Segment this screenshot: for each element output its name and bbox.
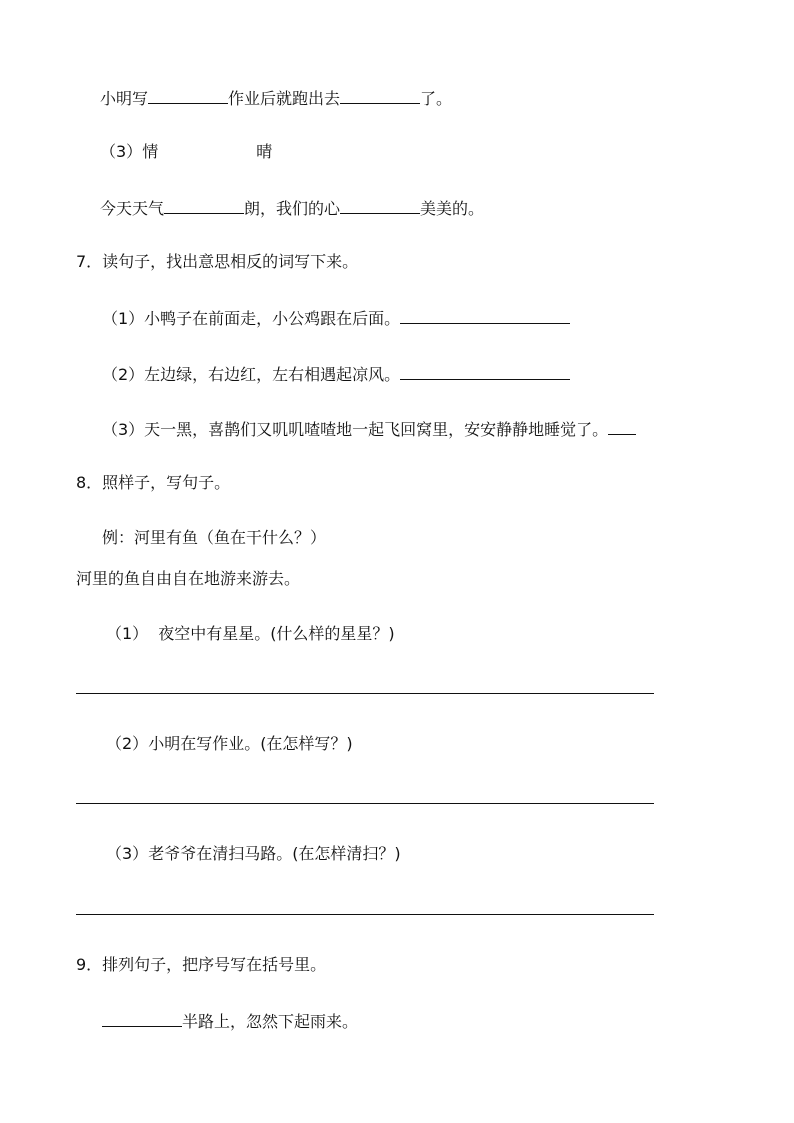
sentence-text: （2）左边绿，右边红，左右相遇起凉风。 — [102, 365, 401, 384]
answer-blank[interactable] — [102, 1009, 182, 1027]
text-segment: 了。 — [420, 89, 453, 108]
text-segment: 朗，我们的心 — [244, 199, 341, 218]
q8-title: 8．照样子，写句子。 — [76, 473, 231, 492]
q6-fill-line-2 — [100, 86, 452, 110]
text-segment: 小明写 — [100, 89, 149, 108]
answer-blank[interactable] — [400, 306, 570, 324]
item-number: （2） — [106, 734, 149, 753]
q9-title: 9．排列句子，把序号写在括号里。 — [76, 955, 327, 974]
sentence-text: （3）天一黑，喜鹊们又叽叽喳喳地一起飞回窝里，安安静静地睡觉了。 — [102, 420, 609, 439]
text-segment: 今天天气 — [100, 199, 165, 218]
prompt-text: 老爷爷在清扫马路。(在怎样清扫？) — [148, 844, 401, 863]
text-segment: 作业后就跑出去 — [228, 89, 341, 108]
answer-blank[interactable] — [340, 86, 420, 104]
item-number: （3） — [106, 844, 149, 863]
answer-blank[interactable] — [164, 196, 244, 214]
prompt-text: 小明在写作业。(在怎样写？) — [148, 734, 353, 753]
sentence-text: （1）小鸭子在前面走，小公鸡跟在后面。 — [102, 309, 401, 328]
answer-blank[interactable] — [148, 86, 228, 104]
q7-title: 7．读句子，找出意思相反的词写下来。 — [76, 252, 359, 271]
q6-fill-line-3 — [100, 196, 484, 220]
answer-line[interactable] — [76, 803, 654, 804]
q9-item-1 — [102, 1009, 358, 1033]
q8-item-1 — [106, 623, 395, 645]
q7-item-2 — [102, 362, 570, 386]
item-number: （1） — [106, 624, 149, 643]
q7-item-3 — [102, 417, 636, 441]
answer-blank[interactable] — [400, 362, 570, 380]
q7-item-1 — [102, 306, 570, 330]
answer-line[interactable] — [76, 914, 654, 915]
q6-sub-3-label — [100, 141, 272, 163]
char-option-2: 晴 — [256, 142, 273, 161]
q8-item-2 — [106, 733, 353, 755]
answer-line[interactable] — [76, 693, 654, 694]
q8-example-answer: 河里的鱼自由自在地游来游去。 — [76, 569, 301, 588]
answer-blank[interactable] — [608, 417, 636, 435]
char-option-1: 情 — [142, 142, 159, 161]
q8-example: 例：河里有鱼（鱼在干什么？） — [102, 528, 327, 547]
sentence-text: 半路上，忽然下起雨来。 — [182, 1012, 359, 1031]
q8-item-3 — [106, 843, 401, 865]
text-segment: 美美的。 — [420, 199, 485, 218]
prompt-text: 夜空中有星星。(什么样的星星？) — [158, 624, 395, 643]
answer-blank[interactable] — [340, 196, 420, 214]
item-number: （3） — [100, 142, 143, 161]
